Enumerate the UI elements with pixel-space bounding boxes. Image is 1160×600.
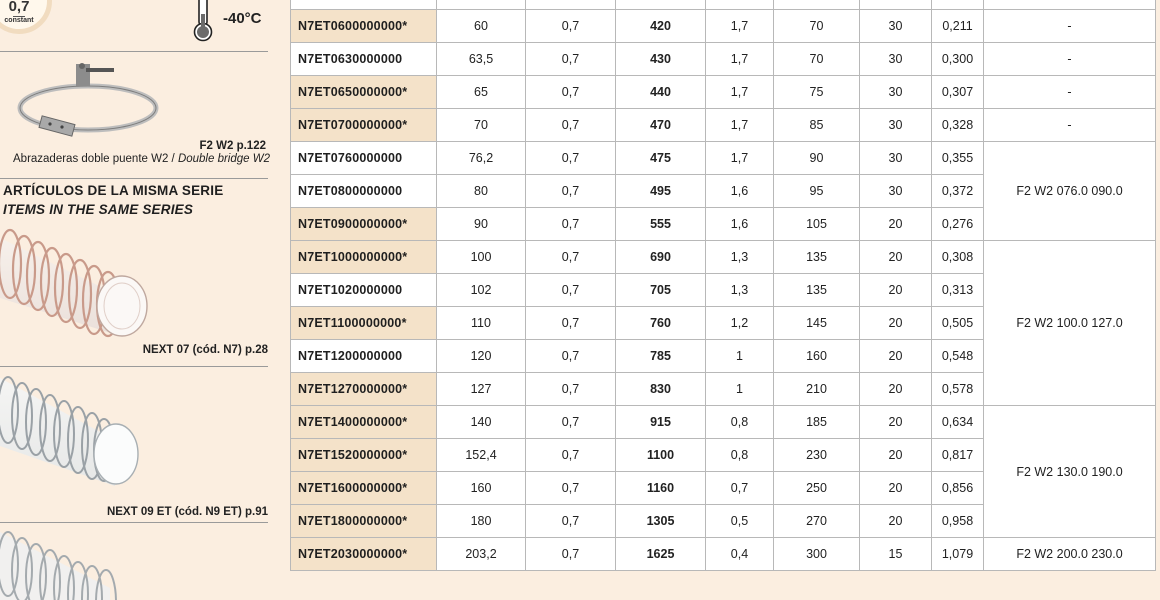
cell-r: 1,3 [706,241,774,274]
sidebar [0,0,272,600]
cell-w: 690 [616,241,706,274]
cell-r: 0,7 [706,472,774,505]
cell-d: 63,5 [437,43,526,76]
cell-reference: - [984,43,1156,76]
cell-w: 1100 [616,439,706,472]
cell-d: 203,2 [437,538,526,571]
cell-code [291,0,437,10]
cell-l [860,0,932,10]
cell-k: 0,634 [932,406,984,439]
cell-r: 1,7 [706,142,774,175]
cell-d: 120 [437,340,526,373]
cell-w: 470 [616,109,706,142]
cell-reference: - [984,76,1156,109]
cell-r: 1,7 [706,43,774,76]
cell-l: 15 [860,538,932,571]
cell-l: 30 [860,175,932,208]
cell-d [437,0,526,10]
related-next07-label: NEXT 07 (cód. N7) p.28 [142,344,268,356]
hose-next07-image [0,218,160,338]
cell-code: N7ET1020000000 [291,274,437,307]
table-row [291,241,1156,274]
hose-image [0,528,140,600]
cell-b: 95 [774,175,860,208]
cell-b: 75 [774,76,860,109]
cell-reference: - [984,10,1156,43]
cell-k: 0,313 [932,274,984,307]
cell-t: 0,7 [526,439,616,472]
cell-r: 1 [706,340,774,373]
cell-b: 105 [774,208,860,241]
cell-k: 0,372 [932,175,984,208]
cell-t: 0,7 [526,76,616,109]
cell-w: 555 [616,208,706,241]
cell-d: 110 [437,307,526,340]
thickness-badge [0,0,52,34]
cell-k: 0,328 [932,109,984,142]
related-next09-label: NEXT 09 ET (cód. N9 ET) p.91 [106,506,268,518]
cell-r: 0,8 [706,439,774,472]
cell-w: 1625 [616,538,706,571]
min-temperature: -40°C [223,10,262,27]
cell-r: 1,6 [706,208,774,241]
cell-code: N7ET0600000000* [291,10,437,43]
divider [0,522,268,523]
cell-code: N7ET0800000000 [291,175,437,208]
cell-w: 1160 [616,472,706,505]
cell-reference [984,0,1156,10]
cell-r: 0,5 [706,505,774,538]
cell-t [526,0,616,10]
cell-t: 0,7 [526,142,616,175]
cell-t: 0,7 [526,10,616,43]
divider [0,366,268,367]
cell-b: 135 [774,274,860,307]
cell-l: 30 [860,10,932,43]
cell-l: 20 [860,274,932,307]
cell-code: N7ET1270000000* [291,373,437,406]
cell-code: N7ET0900000000* [291,208,437,241]
cell-t: 0,7 [526,307,616,340]
cell-d: 76,2 [437,142,526,175]
table-row [291,76,1156,109]
cell-code: N7ET1200000000 [291,340,437,373]
cell-w: 830 [616,373,706,406]
cell-code: N7ET1600000000* [291,472,437,505]
divider [0,51,268,52]
cell-t: 0,7 [526,538,616,571]
cell-l: 20 [860,472,932,505]
cell-k: 0,307 [932,76,984,109]
cell-r: 1 [706,373,774,406]
cell-reference-group: F2 W2 100.0 127.0 [984,241,1156,406]
clamp-desc-en: Double bridge W2 [177,153,270,165]
cell-l: 20 [860,241,932,274]
cell-d: 70 [437,109,526,142]
cell-t: 0,7 [526,406,616,439]
cell-w: 705 [616,274,706,307]
cell-b: 160 [774,340,860,373]
cell-b: 90 [774,142,860,175]
cell-b: 185 [774,406,860,439]
cell-d: 140 [437,406,526,439]
table-row [291,406,1156,439]
cell-k: 0,548 [932,340,984,373]
cell-d: 152,4 [437,439,526,472]
cell-r [706,0,774,10]
cell-r: 1,6 [706,175,774,208]
cell-code: N7ET0630000000 [291,43,437,76]
cell-l: 30 [860,43,932,76]
cell-w [616,0,706,10]
table-row [291,538,1156,571]
cell-r: 0,8 [706,406,774,439]
cell-d: 102 [437,274,526,307]
cell-d: 180 [437,505,526,538]
hose-next09-image [0,372,150,492]
cell-t: 0,7 [526,175,616,208]
cell-code: N7ET1800000000* [291,505,437,538]
cell-code: N7ET1000000000* [291,241,437,274]
cell-d: 80 [437,175,526,208]
cell-t: 0,7 [526,472,616,505]
cell-k: 0,856 [932,472,984,505]
cell-l: 30 [860,142,932,175]
cell-t: 0,7 [526,241,616,274]
cell-code: N7ET1400000000* [291,406,437,439]
cell-t: 0,7 [526,208,616,241]
cell-l: 20 [860,406,932,439]
divider [0,178,268,179]
clamp-reference: F2 W2 p.122 [199,140,266,152]
cell-b [774,0,860,10]
table-row [291,109,1156,142]
cell-reference-group: F2 W2 130.0 190.0 [984,406,1156,538]
cell-k: 0,355 [932,142,984,175]
cell-code: N7ET1100000000* [291,307,437,340]
cell-r: 0,4 [706,538,774,571]
cell-l: 20 [860,307,932,340]
cell-w: 475 [616,142,706,175]
clamp-image [10,58,160,150]
cell-code: N7ET0700000000* [291,109,437,142]
cell-w: 495 [616,175,706,208]
cell-t: 0,7 [526,43,616,76]
table-row [291,43,1156,76]
cell-reference: F2 W2 200.0 230.0 [984,538,1156,571]
badge-value: 0,7 [0,0,47,15]
cell-r: 1,7 [706,10,774,43]
clamp-desc-es: Abrazaderas doble puente W2 / [13,153,178,165]
cell-b: 70 [774,10,860,43]
cell-t: 0,7 [526,274,616,307]
cell-k [932,0,984,10]
cell-b: 230 [774,439,860,472]
cell-k: 1,079 [932,538,984,571]
cell-b: 145 [774,307,860,340]
cell-b: 70 [774,43,860,76]
cell-w: 1305 [616,505,706,538]
series-subtitle: ITEMS IN THE SAME SERIES [3,202,194,217]
cell-d: 160 [437,472,526,505]
cell-w: 430 [616,43,706,76]
cell-l: 20 [860,373,932,406]
table-row [291,0,1156,10]
cell-k: 0,958 [932,505,984,538]
cell-w: 915 [616,406,706,439]
series-title: ARTÍCULOS DE LA MISMA SERIE [3,183,224,198]
cell-d: 100 [437,241,526,274]
cell-reference: - [984,109,1156,142]
cell-code: N7ET0760000000 [291,142,437,175]
cell-l: 30 [860,109,932,142]
cell-l: 20 [860,439,932,472]
cell-r: 1,2 [706,307,774,340]
cell-w: 785 [616,340,706,373]
cell-w: 760 [616,307,706,340]
table-row [291,10,1156,43]
cell-w: 420 [616,10,706,43]
cell-b: 135 [774,241,860,274]
cell-t: 0,7 [526,373,616,406]
cell-t: 0,7 [526,340,616,373]
thermometer-icon [190,0,216,42]
cell-b: 210 [774,373,860,406]
cell-reference-group: F2 W2 076.0 090.0 [984,142,1156,241]
cell-b: 250 [774,472,860,505]
cell-k: 0,817 [932,439,984,472]
cell-code: N7ET0650000000* [291,76,437,109]
cell-b: 300 [774,538,860,571]
cell-l: 20 [860,208,932,241]
cell-b: 270 [774,505,860,538]
cell-r: 1,7 [706,109,774,142]
cell-l: 20 [860,505,932,538]
cell-k: 0,308 [932,241,984,274]
cell-k: 0,276 [932,208,984,241]
cell-d: 65 [437,76,526,109]
cell-t: 0,7 [526,109,616,142]
cell-d: 60 [437,10,526,43]
cell-code: N7ET1520000000* [291,439,437,472]
cell-b: 85 [774,109,860,142]
clamp-description [13,153,270,165]
table-row [291,142,1156,175]
specs-table [290,0,1155,571]
cell-t: 0,7 [526,505,616,538]
cell-code: N7ET2030000000* [291,538,437,571]
cell-r: 1,7 [706,76,774,109]
cell-r: 1,3 [706,274,774,307]
cell-w: 440 [616,76,706,109]
cell-k: 0,300 [932,43,984,76]
cell-l: 20 [860,340,932,373]
cell-l: 30 [860,76,932,109]
cell-k: 0,211 [932,10,984,43]
cell-d: 127 [437,373,526,406]
cell-k: 0,505 [932,307,984,340]
cell-d: 90 [437,208,526,241]
badge-label: constant [4,17,34,24]
cell-k: 0,578 [932,373,984,406]
